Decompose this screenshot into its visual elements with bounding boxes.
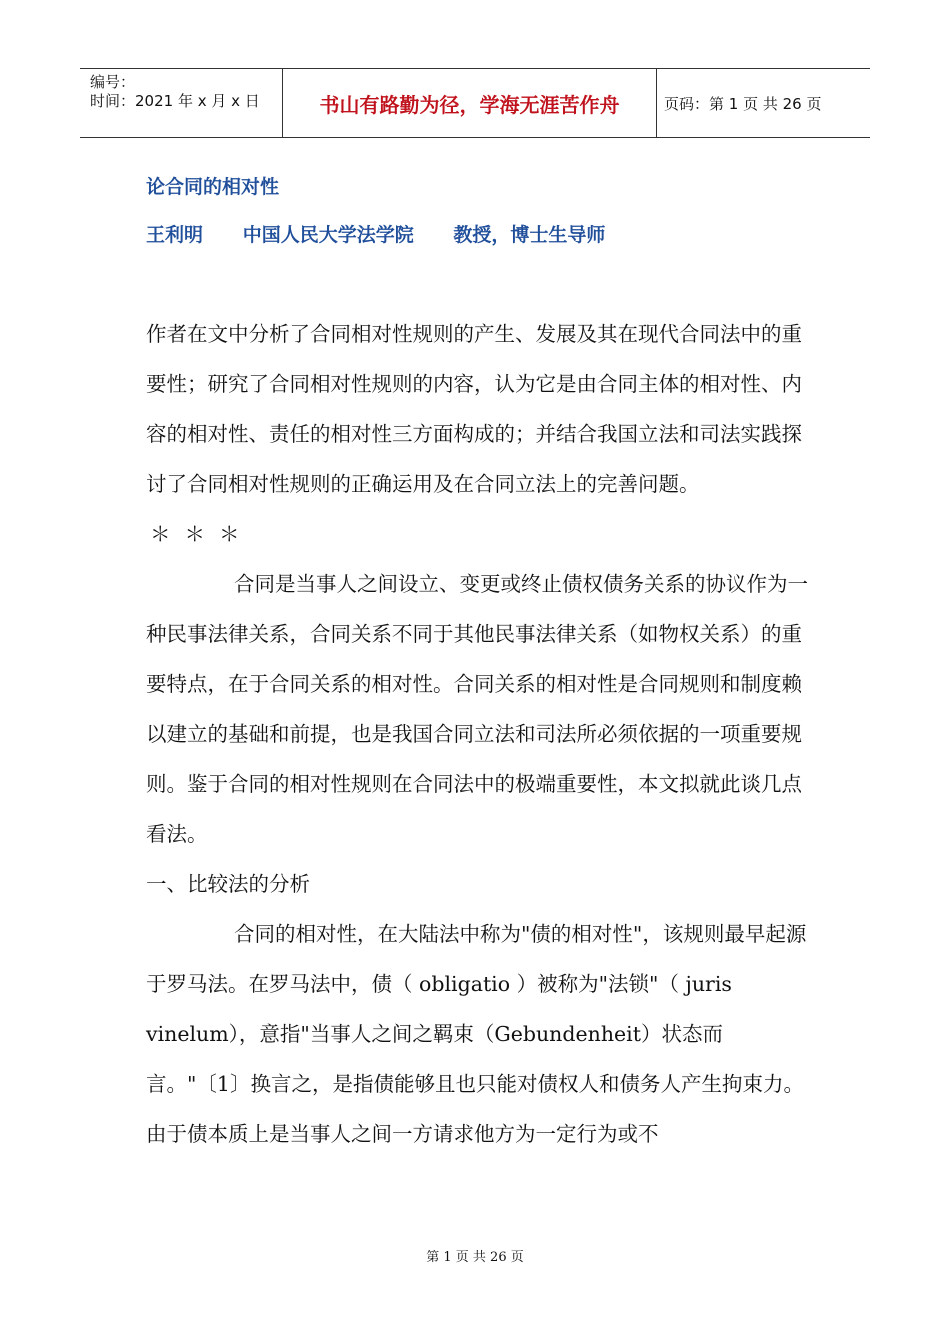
body-paragraph: 合同是当事人之间设立、变更或终止债权债务关系的协议作为一种民事法律关系，合同关系不同于其他民事法律关系（如物权关系）的重要特点，在于合同关系的相对性。合同关系的相对性是合同规则和制度赖以建立的基础和前提，也是我国合同立法和司法所必须依据的一项重要规则。鉴于合同的相对性规则在合同法中的极端重要性，本文拟就此谈几点看法。 xyxy=(146,572,808,846)
body-paragraph: 合同的相对性，在大陆法中称为"债的相对性"，该规则最早起源于罗马法。在罗马法中，债（ obligatio ）被称为"法锁"（ juris vinelum），意指"当事人之间之羁束（Gebundenheit）状态而言。"〔1〕换言之，是指债能够且也只能对债权人和债务人产生拘束力。 由于债本质上是当事人之间一方请求他方为一定行为或不 xyxy=(146,922,807,1146)
number-label: 编号： xyxy=(90,73,136,91)
section-heading: 一、比较法的分析 xyxy=(146,872,310,896)
header-page-info: 页码：第 1 页 共 26 页 xyxy=(664,94,822,113)
article-body xyxy=(146,309,808,1159)
article-title: 论合同的相对性 xyxy=(146,176,280,198)
abstract-paragraph: 作者在文中分析了合同相对性规则的产生、发展及其在现代合同法中的重要性；研究了合同相对性规则的内容，认为它是由合同主体的相对性、内容的相对性、责任的相对性三方面构成的；并结合我国立法和司法实践探讨了合同相对性规则的正确运用及在合同立法上的完善问题。 xyxy=(146,322,802,496)
author-line: 王利明 中国人民大学法学院 教授，博士生导师 xyxy=(146,224,606,246)
section-separator: ＊＊＊ xyxy=(150,522,254,546)
time-label: 时间：2021 年 x 月 x 日 xyxy=(90,92,260,110)
header-motto-cell xyxy=(282,69,657,137)
page-footer: 第 1 页 共 26 页 xyxy=(426,1250,524,1265)
document-header xyxy=(80,68,870,138)
header-motto: 书山有路勤为径，学海无涯苦作舟 xyxy=(319,92,620,117)
header-meta xyxy=(80,69,282,137)
